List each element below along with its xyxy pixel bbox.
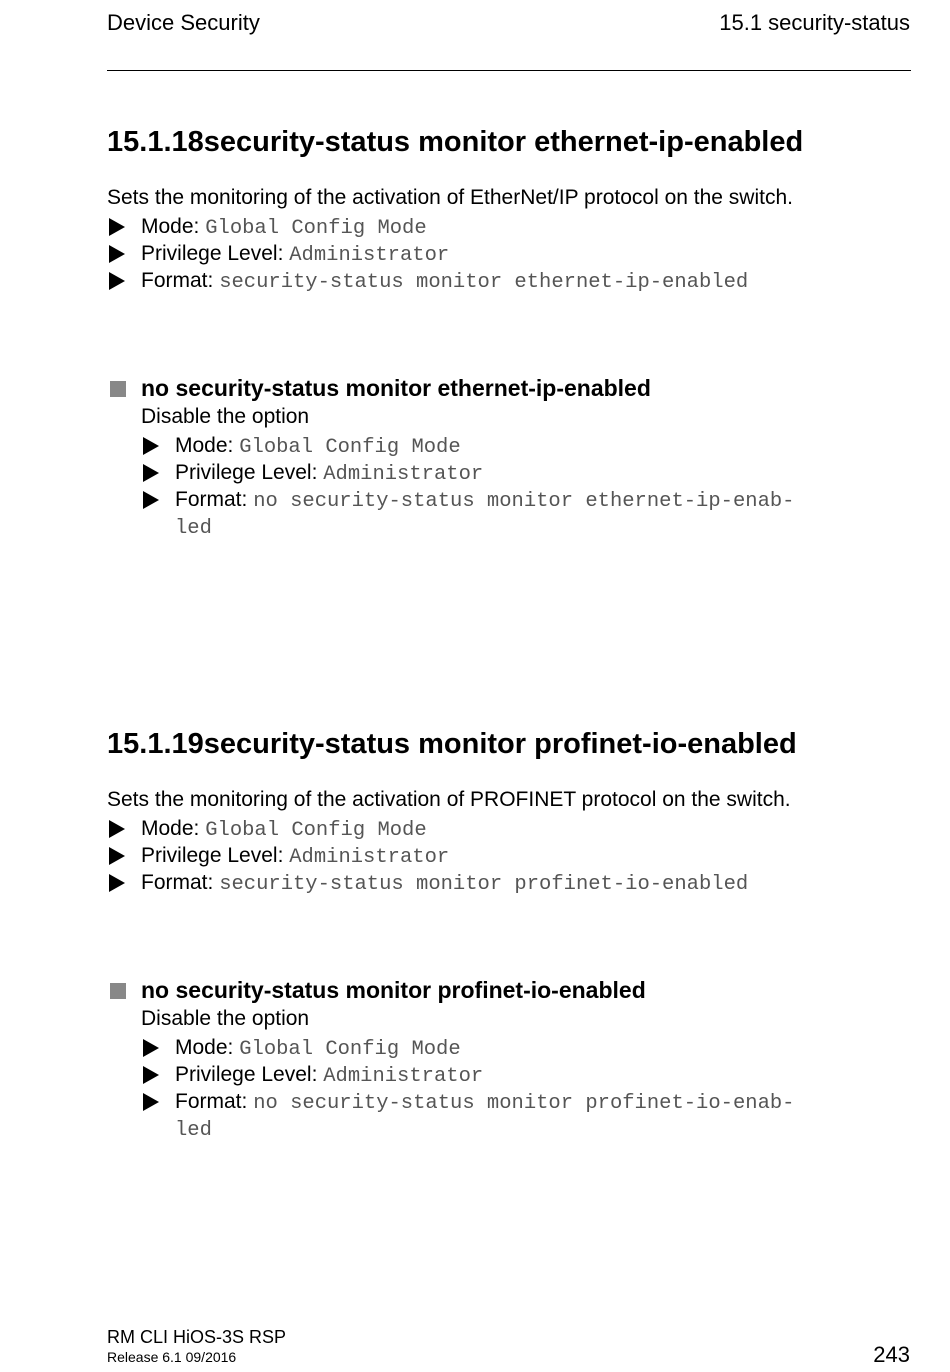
mode-label: Mode: <box>175 434 234 457</box>
format-value: no security-status monitor profinet-io-enab- <box>253 1092 795 1115</box>
format-value-continuation: led <box>175 517 212 540</box>
mode-item <box>107 815 748 842</box>
privilege-label: Privilege Level: <box>175 1063 318 1086</box>
mode-value: Global Config Mode <box>205 217 427 240</box>
no-command-title: no security-status monitor profinet-io-enabled <box>141 977 646 1003</box>
format-label: Format: <box>141 269 214 292</box>
privilege-item <box>107 240 748 267</box>
section-number: 15.1.18 <box>107 126 204 158</box>
mode-value: Global Config Mode <box>239 1038 461 1061</box>
format-item <box>141 1088 794 1115</box>
footer-document-title: RM CLI HiOS-3S RSP <box>107 1327 287 1347</box>
header-rule <box>107 70 911 71</box>
no-command-properties-list <box>141 432 794 540</box>
format-item <box>141 486 794 513</box>
triangle-bullet-icon <box>109 820 125 838</box>
triangle-bullet-icon <box>109 218 125 236</box>
no-command-description: Disable the option <box>141 405 310 428</box>
mode-label: Mode: <box>141 817 200 840</box>
command-properties-list <box>107 815 748 896</box>
running-header-section: 15.1 security-status <box>719 10 910 35</box>
no-command-properties-list <box>141 1034 794 1142</box>
privilege-value: Administrator <box>289 244 450 267</box>
section-number: 15.1.19 <box>107 728 204 760</box>
footer-release: Release 6.1 09/2016 <box>107 1349 237 1365</box>
triangle-bullet-icon <box>143 1093 159 1111</box>
triangle-bullet-icon <box>143 1066 159 1084</box>
section-heading <box>107 728 797 761</box>
privilege-label: Privilege Level: <box>141 844 284 867</box>
triangle-bullet-icon <box>109 245 125 263</box>
privilege-value: Administrator <box>323 1065 484 1088</box>
no-command-title: no security-status monitor ethernet-ip-enabled <box>141 375 651 401</box>
mode-item <box>141 1034 794 1061</box>
running-header-chapter: Device Security <box>107 10 260 35</box>
mode-label: Mode: <box>175 1036 234 1059</box>
triangle-bullet-icon <box>109 847 125 865</box>
triangle-bullet-icon <box>143 491 159 509</box>
mode-label: Mode: <box>141 215 200 238</box>
format-label: Format: <box>175 1090 248 1113</box>
section-title: security-status monitor profinet-io-enabled <box>203 728 797 760</box>
format-item-continuation <box>141 513 794 540</box>
format-item-continuation <box>141 1115 794 1142</box>
privilege-label: Privilege Level: <box>141 242 284 265</box>
privilege-value: Administrator <box>323 463 484 486</box>
mode-value: Global Config Mode <box>239 436 461 459</box>
format-label: Format: <box>175 488 248 511</box>
triangle-bullet-icon <box>109 272 125 290</box>
section-description: Sets the monitoring of the activation of EtherNet/IP protocol on the switch. <box>107 186 793 209</box>
privilege-item <box>107 842 748 869</box>
format-item <box>107 869 748 896</box>
format-value-continuation: led <box>175 1119 212 1142</box>
section-description: Sets the monitoring of the activation of PROFINET protocol on the switch. <box>107 788 791 811</box>
no-command-description: Disable the option <box>141 1007 310 1030</box>
privilege-value: Administrator <box>289 846 450 869</box>
square-bullet-icon <box>110 381 126 397</box>
format-label: Format: <box>141 871 214 894</box>
format-value: no security-status monitor ethernet-ip-enab- <box>253 490 795 513</box>
format-value: security-status monitor profinet-io-enabled <box>219 873 749 896</box>
triangle-bullet-icon <box>109 874 125 892</box>
section-heading <box>107 126 803 159</box>
privilege-item <box>141 459 794 486</box>
square-bullet-icon <box>110 983 126 999</box>
command-properties-list <box>107 213 748 294</box>
triangle-bullet-icon <box>143 464 159 482</box>
triangle-bullet-icon <box>143 1039 159 1057</box>
mode-item <box>141 432 794 459</box>
page-number: 243 <box>873 1342 910 1367</box>
mode-value: Global Config Mode <box>205 819 427 842</box>
section-title: security-status monitor ethernet-ip-enabled <box>203 126 804 158</box>
format-item <box>107 267 748 294</box>
triangle-bullet-icon <box>143 437 159 455</box>
privilege-item <box>141 1061 794 1088</box>
privilege-label: Privilege Level: <box>175 461 318 484</box>
format-value: security-status monitor ethernet-ip-enabled <box>219 271 749 294</box>
mode-item <box>107 213 748 240</box>
